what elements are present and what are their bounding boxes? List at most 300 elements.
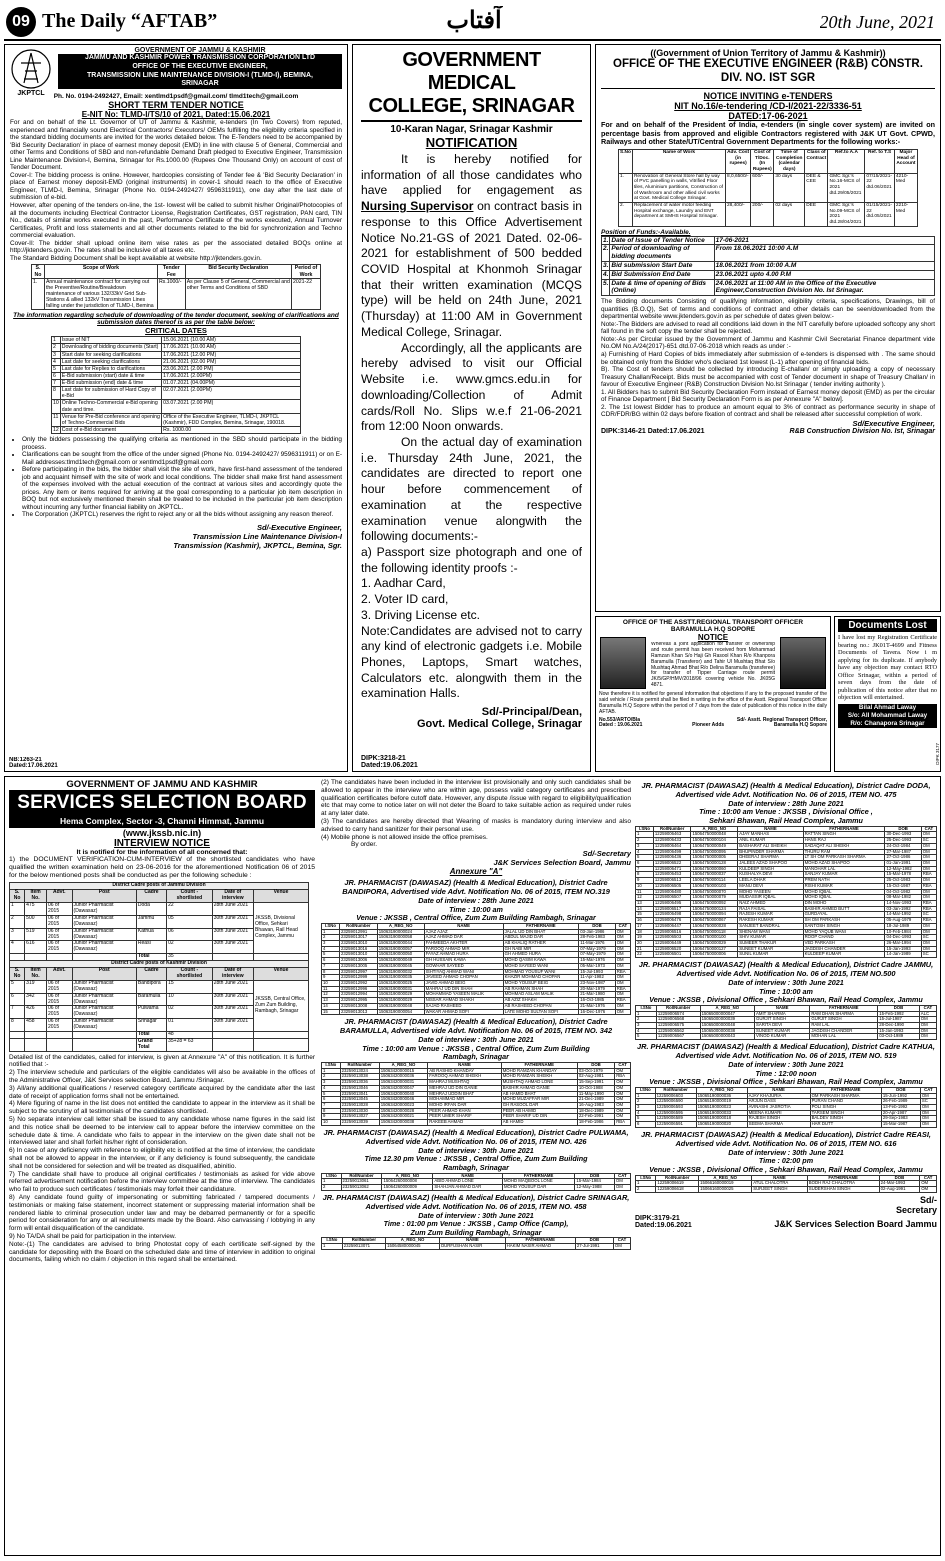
gmc-ref-date: Dated:19.06.2021 <box>361 762 418 769</box>
table-cell: 02 days <box>774 202 805 226</box>
candidate-table <box>635 826 937 959</box>
table-cell: MOHAMMAD MIR <box>428 1097 501 1103</box>
table-cell: MEHRAJ UDDIN BHAT <box>428 1091 501 1097</box>
table-cell: PEER UMER SHARIF <box>428 1114 501 1120</box>
table-cell: 15063190000045 <box>377 963 424 969</box>
table-header: RollNumber <box>341 1173 382 1179</box>
table-row <box>602 279 935 296</box>
table-cell: SUMEER THAKUR <box>738 941 803 947</box>
table-cell: 15064750000037 <box>691 872 738 878</box>
table-cell: 03-Oct-1989 <box>878 1034 920 1040</box>
page-date: 20th June, 2021 <box>819 12 935 32</box>
table-cell: 12259006589 <box>655 1116 696 1122</box>
candidate-table <box>321 1173 631 1191</box>
table-cell: SUNEET KUMAR <box>738 946 803 952</box>
table-cell: BODH RAJ CHALOTRA <box>807 1181 879 1187</box>
table-cell: 600/- <box>751 173 774 202</box>
table-cell: 11 <box>636 889 654 895</box>
table-caption: District Cadre posts of Jammu Division <box>10 883 309 890</box>
table-cell: 23259012999 <box>340 975 378 981</box>
table-cell: MOHD YASEEN <box>738 889 803 895</box>
table-cell: ABDUL MAJID DAR <box>503 935 579 941</box>
table-cell: Junior Pharmacist (Dawasaz) <box>72 915 136 928</box>
table-cell: JAGDISH CHANDER <box>810 1028 878 1034</box>
table-cell: GURJIT SINGH <box>755 1017 810 1023</box>
table-cell: AMIT SHARMA <box>755 1011 810 1017</box>
table-cell: 9 <box>322 1114 341 1120</box>
table-header: NAME <box>424 923 503 929</box>
table-cell: 12259006591 <box>655 1122 696 1128</box>
table-cell: Doda <box>136 903 166 916</box>
table-cell: 03-Jan-1992 <box>885 906 921 912</box>
table-cell: RBA <box>615 1120 631 1126</box>
table-cell: FAHMEEDA AKHTER <box>424 941 503 947</box>
table-cell: 15064750000114 <box>691 878 738 884</box>
jkptcl-work-table <box>31 264 321 310</box>
table-cell: 3 <box>322 941 340 947</box>
table-cell: 15065000000048 <box>700 1023 754 1029</box>
table-cell: 7 <box>322 1103 341 1109</box>
table-cell: 4210-Med <box>894 173 917 202</box>
gmc-item-a: a) Passport size photograph and one of the following identity proofs :- <box>361 544 582 575</box>
table-header: CAT <box>919 1005 936 1011</box>
table-row <box>10 903 309 916</box>
table-cell: Replacement of water motor feeding Hospital exchange, Laundry and ENT department at SMHS Hospital Srinagar. <box>632 202 725 226</box>
table-cell: 02-Aug-1981 <box>577 1074 614 1080</box>
lost-father: S/o: All Mohammad Laway <box>847 711 928 719</box>
table-cell: 4 <box>10 941 25 954</box>
table-header: NAME <box>747 1087 810 1093</box>
table-header: RollNumber <box>340 1063 379 1069</box>
ssb-schedule-table <box>9 882 309 1051</box>
table-cell: Date & time of opening of Bids (Online) <box>610 279 714 296</box>
table-cell: 30th June 2021 <box>212 1006 253 1019</box>
table-cell: 12259006464 <box>653 843 691 849</box>
ssb-candidate-lists-right <box>635 782 937 1193</box>
table-header: Cadre <box>136 968 166 981</box>
ssb-para-2: 3) All/any additional qualifications / reserved category certificate acquired by the candidate after the last date of receipt of application forms shall not be entertained. <box>9 1084 315 1100</box>
rnb-para7: 2. The 1st lowest Bidder has to produce an amount equal to 3% of contract as performance security in shape of CDR/FDR/BG within 02 days before fixation of contract and shall be released after successful completion of work. <box>601 403 935 419</box>
list-venue: Venue : JKSSB , Divisional Office , Sehkari Bhawan, Rail Head Complex, Jammu <box>649 1164 923 1174</box>
table-cell: Period of downloading of bidding documents <box>610 245 714 262</box>
table-header: I.SNo <box>322 923 340 929</box>
table-cell: AB AZIZ SHAKH <box>503 998 579 1004</box>
table-cell: 12259006436 <box>653 855 691 861</box>
table-header: Venue <box>254 968 309 981</box>
table-cell: 15063190000029 <box>377 998 424 1004</box>
rnb-para6: 1. All Bidders has to submit Bid Security Declaration Form instead of Earnest money deposit (EMD) as per the circular of Finance Department [ Bid Security Declaration Form is as per Annexure "A" below]. <box>601 388 935 404</box>
table-cell: 17-06-2021 <box>714 236 934 245</box>
table-cell: 22 <box>167 903 213 916</box>
table-cell: MOHD YAQUB WANI <box>803 929 885 935</box>
list-item: • Clarifications can be sought from the office of the under signed (Phone No. 0194-2492427/ 9596311911) or on E-Mail addresses:tlmd1tech@gmail.com or xentlmd1psdf@gmail.com <box>22 451 342 466</box>
table-row <box>322 1120 631 1126</box>
jkptcl-enit: E-NIT No: TLMD-I/TS/10 of 2021, Dated:15.06.2021 <box>81 110 271 119</box>
table-header: DOB <box>575 1238 613 1244</box>
table-cell: 15065000000038 <box>700 1028 754 1034</box>
list-date: Date of interview : 28th June 2021 <box>418 895 534 905</box>
table-cell: KHAZIR MOHMAD CHOPAN <box>503 975 579 981</box>
list-date: Date of interview : 28th June 2021 <box>728 798 844 808</box>
table-cell: OM <box>921 946 936 952</box>
table-cell: 15063420000040 <box>379 1091 428 1097</box>
table-header: S. No <box>32 265 45 278</box>
table-cell: 15064750000070 <box>691 889 738 895</box>
rnb-para5: B). The Cost of tenders should be collected by introducing E-challan/ or simply uploading a copy of necessary Treasury Challan/Receipt. Bids must be accompanied with cost of Tender document in shape of Treasury Challan/ in favour of Executive Engineer (R&B) Construction Division No.Ist Srinagar ( tender inviting authority ). <box>601 366 935 389</box>
lost-name: Bilal Ahmad Laway <box>858 703 917 711</box>
table-cell: 8 <box>636 872 654 878</box>
table-cell: 14-Mar-1992 <box>885 912 921 918</box>
table-cell: Junior Pharmacist (Dawasaz) <box>72 1006 136 1019</box>
table-cell: 15065000000047 <box>700 1011 754 1017</box>
jkptcl-office: OFFICE OF THE EXECUTIVE ENGINEER, <box>132 62 268 70</box>
table-cell: 18-Dec-1989 <box>577 1108 614 1114</box>
ssb-annexure: Annexure "A" <box>449 867 503 877</box>
table-cell: 23259013013 <box>340 1009 378 1015</box>
table-cell: 23259013028 <box>340 1103 379 1109</box>
table-cell: 15063190000032 <box>377 969 424 975</box>
table-cell: 17.06.2021 (2.00PM) <box>162 372 301 379</box>
table-cell: 4. <box>603 270 609 278</box>
table-cell: 07/15/2021-22 dtd.06/2021 <box>865 173 894 202</box>
table-cell: OM <box>615 1009 630 1015</box>
table-header: FATHERNAME <box>810 1087 881 1093</box>
table-cell: OM <box>615 975 630 981</box>
table-cell: HANS RAJ <box>803 838 885 844</box>
table-cell: ANIL KUMAR <box>738 838 803 844</box>
jkptcl-ref: NB:1263-21 <box>9 757 42 763</box>
table-cell: MEENA KUMARI <box>747 1110 810 1116</box>
table-header: Cost of T/Doc. (In Rupees) <box>751 150 774 174</box>
table-cell: 23259013061 <box>341 1179 382 1185</box>
table-cell: 28-Dec-1990 <box>878 1023 920 1029</box>
table-cell: 23259012995 <box>340 998 378 1004</box>
table-cell: 15064750000103 <box>691 883 738 889</box>
list-title: JR. PHARMACIST (DAWASAZ) (Health & Medical Education), District Cadre JAMMU, Advertised vide Advt. Notification No. 06 of 2015, ITEM NO.500 <box>638 960 934 979</box>
table-cell: POLI SINGH <box>810 1105 881 1111</box>
table-header: NAME <box>752 1175 808 1181</box>
table-row <box>602 236 935 245</box>
table-cell: 06 of 2015 <box>46 1006 72 1019</box>
table-header: I.SNo <box>636 1087 656 1093</box>
rto-sign-2: Baramulla H.Q Sopore <box>773 722 827 729</box>
table-cell: SUDERSHAN SINGH <box>807 1187 879 1193</box>
table-cell: RISHI KUMAR <box>803 883 885 889</box>
list-time: Time : 12:00 noon <box>755 1068 817 1078</box>
table-cell: 11 <box>52 413 61 426</box>
table-cell: 6 <box>636 1122 656 1128</box>
table-cell: RBA <box>921 883 936 889</box>
list-time: Time 12.30 pm Venue : JKSSB , Central Office, Zum Zum Building <box>364 1154 588 1164</box>
table-cell: LATE MOHD SULTAN SOFI <box>503 1009 579 1015</box>
table-cell: 22 <box>636 952 654 958</box>
table-cell: 28th June 2021 <box>212 980 253 993</box>
table-cell: RAJESH SINGH <box>747 1116 810 1122</box>
table-cell: 12259006590 <box>655 1099 696 1105</box>
table-cell: 25-Oct-1983 <box>885 878 921 884</box>
jkptcl-sign1: Sd/-Executive Engineer, <box>256 523 342 533</box>
table-cell: OM <box>615 1108 631 1114</box>
table-cell: 15063420000015 <box>379 1068 428 1074</box>
table-header: Bid Security Declaration <box>185 265 291 278</box>
table-header: Tender Fee <box>157 265 185 278</box>
table-cell: PEER AHMAD KHAN <box>428 1108 501 1114</box>
table-cell: 30th June 2021 <box>212 915 253 928</box>
ssb-para-0: Detailed list of the candidates, called for interview, is given at Annexure "A" of this notification. It is further notified that :- <box>9 1053 315 1069</box>
table-cell: 16-Oct-1985 <box>579 998 615 1004</box>
table-cell: 12 <box>636 895 654 901</box>
table-header: Name of Work <box>632 150 725 174</box>
table-cell: 04-Oct-1982 <box>885 889 921 895</box>
table-cell: 23259013046 <box>340 1085 379 1091</box>
ssb-sign-r1: Sd/- <box>920 1194 937 1205</box>
jkptcl-org-name: JAMMU AND KASHMIR POWER TRANSMISSION CORPORATION LTD <box>84 54 316 61</box>
table-cell: 12-May-1988 <box>575 1185 615 1191</box>
table-header: Scope of Work <box>44 265 157 278</box>
table-cell: 15064750000118 <box>691 929 738 935</box>
table-header: A_REG_NO <box>700 1005 754 1011</box>
list-venue: Sehkari Bhawan, Rail Head Complex, Jammu <box>709 816 863 826</box>
table-cell: AJAZ AHMAD DAR <box>424 935 503 941</box>
table-cell: SURJEET SINGH <box>752 1187 808 1193</box>
table-cell: 3. <box>603 261 609 269</box>
rnb-sign1: Sd/Executive Engineer, <box>852 418 935 428</box>
table-cell: 458 <box>25 1019 47 1032</box>
list-date: Date of interview : 30th June 2021 <box>728 1147 844 1157</box>
table-row <box>52 351 301 358</box>
table-cell: GURDAYAL <box>803 912 885 918</box>
rto-agency: Pioneer Adds <box>692 722 725 729</box>
table-cell: MANOHAR LAL <box>803 866 885 872</box>
table-cell: 426 <box>25 1006 47 1019</box>
table-cell: MOHD IRFAN DAR <box>428 1103 501 1109</box>
table-cell: 15-Oct-1987 <box>885 883 921 889</box>
table-cell: GH NABI MIR <box>503 946 579 952</box>
list-time: Time : 10:00 am Venue : JKSSB , Divisional Office , <box>699 807 873 817</box>
table-cell: SADAQAT ALI SHEIKH <box>803 843 885 849</box>
table-cell: PREM NATH <box>803 878 885 884</box>
table-cell: 17.06.2021 (10.00 AM) <box>162 344 301 351</box>
table-cell: 25-Dec-1993 <box>885 838 921 844</box>
table-row <box>52 337 301 344</box>
table-cell: 04-Dec-1993 <box>885 935 921 941</box>
table-cell: 15064750000029 <box>691 941 738 947</box>
table-cell: 9 <box>636 878 654 884</box>
table-cell: 23259012997 <box>340 969 378 975</box>
table-cell: 15064750000100 <box>691 935 738 941</box>
ssb-para-6: 7) The candidate shall have to produce all original certificates / testimonials as asked for vide above referred advertisement notification before the interview committee at the time of interview. The candidates who fail to produce such certificates / testimonials may forfeit their candidature. <box>9 1170 315 1194</box>
table-cell: RBA <box>921 872 936 878</box>
rnb-dated: DATED:17-06-2021 <box>728 111 808 122</box>
table-cell: Last date for Replies to clarifications <box>60 365 161 372</box>
table-cell: 15064750000124 <box>691 906 738 912</box>
list-title: JR. PHARMACIST (DAWASAZ) (Health & Medical Education), District Cadre DODA, Advertised vide Advt. Notification No. 06 of 2015, ITEM NO. 475 <box>641 781 931 799</box>
total-label: Grand Total <box>136 1038 166 1051</box>
rnb-office-1: OFFICE OF THE EXECUTIVE ENGINEER (R&B) CONSTR. <box>613 58 923 70</box>
table-cell: 21-Dec-1989 <box>577 1097 614 1103</box>
table-cell: 23259012994 <box>340 992 378 998</box>
table-cell: SANJAY KUMAR <box>803 872 885 878</box>
table-cell: 10 <box>322 1120 341 1126</box>
table-cell: 6 <box>52 372 61 379</box>
jkptcl-cover1: Cover-I: The bidding process is online. However, hardcopies consisting of Tender fee & 'Bid Security Declaration' in place of Earnest money deposit-EMD (original instruments) in cover-1 should reach to the office of Executive Engineer, TLMD-I, Bemina, Srinagar (Phone No. 0194-2492427/ 9596311911), one day after the last date of submission of e-bid. <box>10 171 342 202</box>
table-cell: 3 <box>636 1023 657 1029</box>
table-cell: 1 <box>52 337 61 344</box>
table-cell: ARJUN DASS <box>747 1099 810 1105</box>
gmc-sign1: Sd/-Principal/Dean, <box>481 706 582 719</box>
table-header: Ref.to A.A <box>828 150 865 174</box>
table-cell: JALAL UD DIN BHAT <box>503 929 579 935</box>
table-cell: 3 <box>52 351 61 358</box>
table-header: A_REG_NO <box>699 1175 752 1181</box>
table-header: S.No <box>619 150 633 174</box>
table-cell: 15064750000079 <box>691 895 738 901</box>
table-cell: RAJA FAISAL <box>738 906 803 912</box>
ssb-title: SERVICES SELECTION BOARD <box>9 790 315 816</box>
table-header: RollNumber <box>340 923 378 929</box>
table-cell: 23259013006 <box>340 958 378 964</box>
table-cell: JAVEED AHMAD CHOPAN <box>424 975 503 981</box>
table-header: A_REG_NO <box>691 826 738 832</box>
table-cell: MEHRAJ UD DIN GANIE <box>428 1085 501 1091</box>
ssb-by-order: By order. <box>351 841 378 849</box>
table-cell: OM <box>920 1116 936 1122</box>
gmc-post: Nursing Supervisor <box>361 199 474 214</box>
table-cell: MOHAMMAD YASEEN MALIK <box>424 992 503 998</box>
table-cell: 01/15/2021-22 dtd.05/2021 <box>865 202 894 226</box>
table-cell: 11-May-1990 <box>577 1091 614 1097</box>
table-cell: 2 <box>636 1099 656 1105</box>
table-cell: 4 <box>636 849 654 855</box>
table-header: DOB <box>879 1175 920 1181</box>
table-cell: 12259006499 <box>653 849 691 855</box>
table-cell: 15-Jan-1993 <box>885 946 921 952</box>
rto-body-top <box>651 642 775 688</box>
ssb-para-3: 4) Mere figuring of name in the list does not entitled the candidate to appear in the interview as it shall be subject to the scrutiny of all testimonials of the candidates shortlisted. <box>9 1100 315 1116</box>
table-cell: 18-Jul-1989 <box>885 923 921 929</box>
table-cell: Junior Pharmacist (Dawasaz) <box>72 928 136 941</box>
table-cell: OM <box>920 1187 937 1193</box>
table-cell: 2. <box>619 202 633 226</box>
table-cell: OM <box>615 1091 631 1097</box>
table-cell: 12259006520 <box>653 946 691 952</box>
gmc-body-c: Accordingly, all the applicants are hereby advised to visit our Official Website i.e. www.gmcs.edu.in for downloading/Collection of Admit cards/Roll No. Slips w.e.f 21-06-2021 from 12:00 Noon onwards. <box>361 340 582 434</box>
table-cell: 12259006471 <box>653 866 691 872</box>
table-header: I.SNo <box>636 1005 657 1011</box>
table-cell: 616 <box>25 941 47 954</box>
table-cell: 5 <box>636 1034 657 1040</box>
jkptcl-sign3: Transmission (Kashmir), JKPTCL, Bemina, Sgr. <box>173 541 342 551</box>
table-cell: 15 <box>322 1009 340 1015</box>
gmc-ref: DIPK:3218-21 <box>361 755 406 762</box>
table-cell: AB KHALIQ RATHER <box>503 941 579 947</box>
jkptcl-para2: However, after opening of the tenders on-line, the 1st- lowest will be called to submit his/her Original/Photocopies of all the documents including Electrical Contractor License, Registration Certificates, GST registration, PAN card, TIN No., details of similar works executed in the past, Performance Certificate of the works executed, Annual Turnover Certificates, Profit and loss statements and all other documents related to the bid for synchronization and Techno commercial evaluation. <box>10 202 342 240</box>
table-cell: 23259013062 <box>341 1185 382 1191</box>
table-cell: 15063190000054 <box>377 1009 424 1015</box>
table-cell: RBA <box>615 969 630 975</box>
gmc-notification <box>352 44 591 772</box>
table-cell: 500 <box>25 915 47 928</box>
table-header: NAME <box>738 826 803 832</box>
table-cell: PURAN CHAND <box>810 1099 881 1105</box>
table-cell: 15063190000044 <box>377 941 424 947</box>
svg-text:JKPTCL: JKPTCL <box>17 90 45 97</box>
table-cell: 03-Jan-1986 <box>579 929 615 935</box>
total-value: 35+28 = 63 <box>167 1038 213 1051</box>
table-cell: OM <box>920 1093 936 1099</box>
table-cell: MOHMAD YOUSUF WANI <box>503 969 579 975</box>
table-cell: 7 <box>52 380 61 387</box>
table-cell: 1 <box>322 1179 342 1185</box>
table-header: I.SNo <box>322 1173 342 1179</box>
table-cell: AB RASHID KHANDAY <box>428 1068 501 1074</box>
table-cell: 15-Jun-1992 <box>881 1093 920 1099</box>
table-cell: VINOD KUMAR <box>755 1034 810 1040</box>
table-cell: 12259006574 <box>656 1011 700 1017</box>
ssb-candidate-lists-middle <box>321 879 631 1250</box>
table-cell: 15064750000006 <box>691 952 738 958</box>
table-cell: GOWHAR SAYEED <box>424 963 503 969</box>
table-cell: 21-Mar-1976 <box>579 1003 615 1009</box>
table-cell: Cost of e-Bid document <box>60 426 161 433</box>
table-cell: OM <box>613 1244 630 1250</box>
jkptcl-tender-notice <box>4 44 348 772</box>
ssb-para-5: 6) In case of any deficiency with reference to eligibility etc is notified at the time of interview, the candidate shall not be allowed to appear in the interview, or if any deficiency is found subsequently, the candidate shall not be considered for selection and will be treated as disqualified, abinitio. <box>9 1147 315 1170</box>
table-cell: 06 of 2015 <box>46 915 72 928</box>
table-cell: 4 <box>322 1085 341 1091</box>
table-cell: 30th June 2021 <box>212 1019 253 1032</box>
table-cell: 15066160000025 <box>699 1187 752 1193</box>
table-header: Venue <box>254 890 309 903</box>
table-header: RollNumber <box>656 1175 699 1181</box>
table-cell: 12259006619 <box>656 1181 699 1187</box>
table-row <box>32 278 321 310</box>
table-cell: 15-Sep-1991 <box>577 1080 614 1086</box>
table-cell: 07-May-1979 <box>579 952 615 958</box>
table-row <box>52 400 301 413</box>
table-cell: RBA <box>615 998 630 1004</box>
table-cell: 12259006501 <box>653 952 691 958</box>
table-cell: 23259013016 <box>340 946 378 952</box>
jkptcl-title: SHORT TERM TENDER NOTICE <box>108 100 244 110</box>
table-cell: AB HAMID BHAT <box>501 1091 577 1097</box>
table-cell: ABID AHMAD LONE <box>433 1179 503 1185</box>
table-cell: AVINASHI JASROTIA <box>747 1105 810 1111</box>
table-cell: 12259006603 <box>655 1093 696 1099</box>
table-cell: PEER AB HAMID <box>501 1108 577 1114</box>
table-cell: KULDEEP SINGH <box>738 866 803 872</box>
rto-sign: Sd/- Asstt. Regional Transport Officer, <box>736 716 827 723</box>
table-header: CAT <box>613 1238 630 1244</box>
table-cell: FAROOQ AHMAD SHEIKH <box>428 1074 501 1080</box>
table-cell: OM <box>921 941 936 947</box>
table-cell: Date of Issue of Tender Notice <box>610 236 714 245</box>
table-cell: 15063420000036 <box>379 1074 428 1080</box>
table-cell: 15064750000127 <box>691 946 738 952</box>
jkptcl-contact: Ph. No. 0194-2492427, Email: xentlmd1psdf@gmail.com/ tlmd1tech@gmail.com <box>53 93 299 100</box>
table-cell: 4 <box>636 1028 657 1034</box>
table-cell: 02 <box>167 941 213 954</box>
table-cell: LEELA DHAR <box>738 878 803 884</box>
table-row <box>322 1009 631 1015</box>
table-cell: Reasi <box>136 941 166 954</box>
table-cell: Issue of NIT <box>60 337 161 344</box>
table-cell: 27-Mar-1987 <box>885 849 921 855</box>
table-cell: AJAY MANHAS <box>738 832 803 838</box>
table-cell: 15065190000019 <box>696 1099 747 1105</box>
table-cell: 03-Oct-1979 <box>577 1068 614 1074</box>
ssb-mid-para-2: (4) Mobile phone is not allowed inside the office premises. <box>321 833 488 841</box>
